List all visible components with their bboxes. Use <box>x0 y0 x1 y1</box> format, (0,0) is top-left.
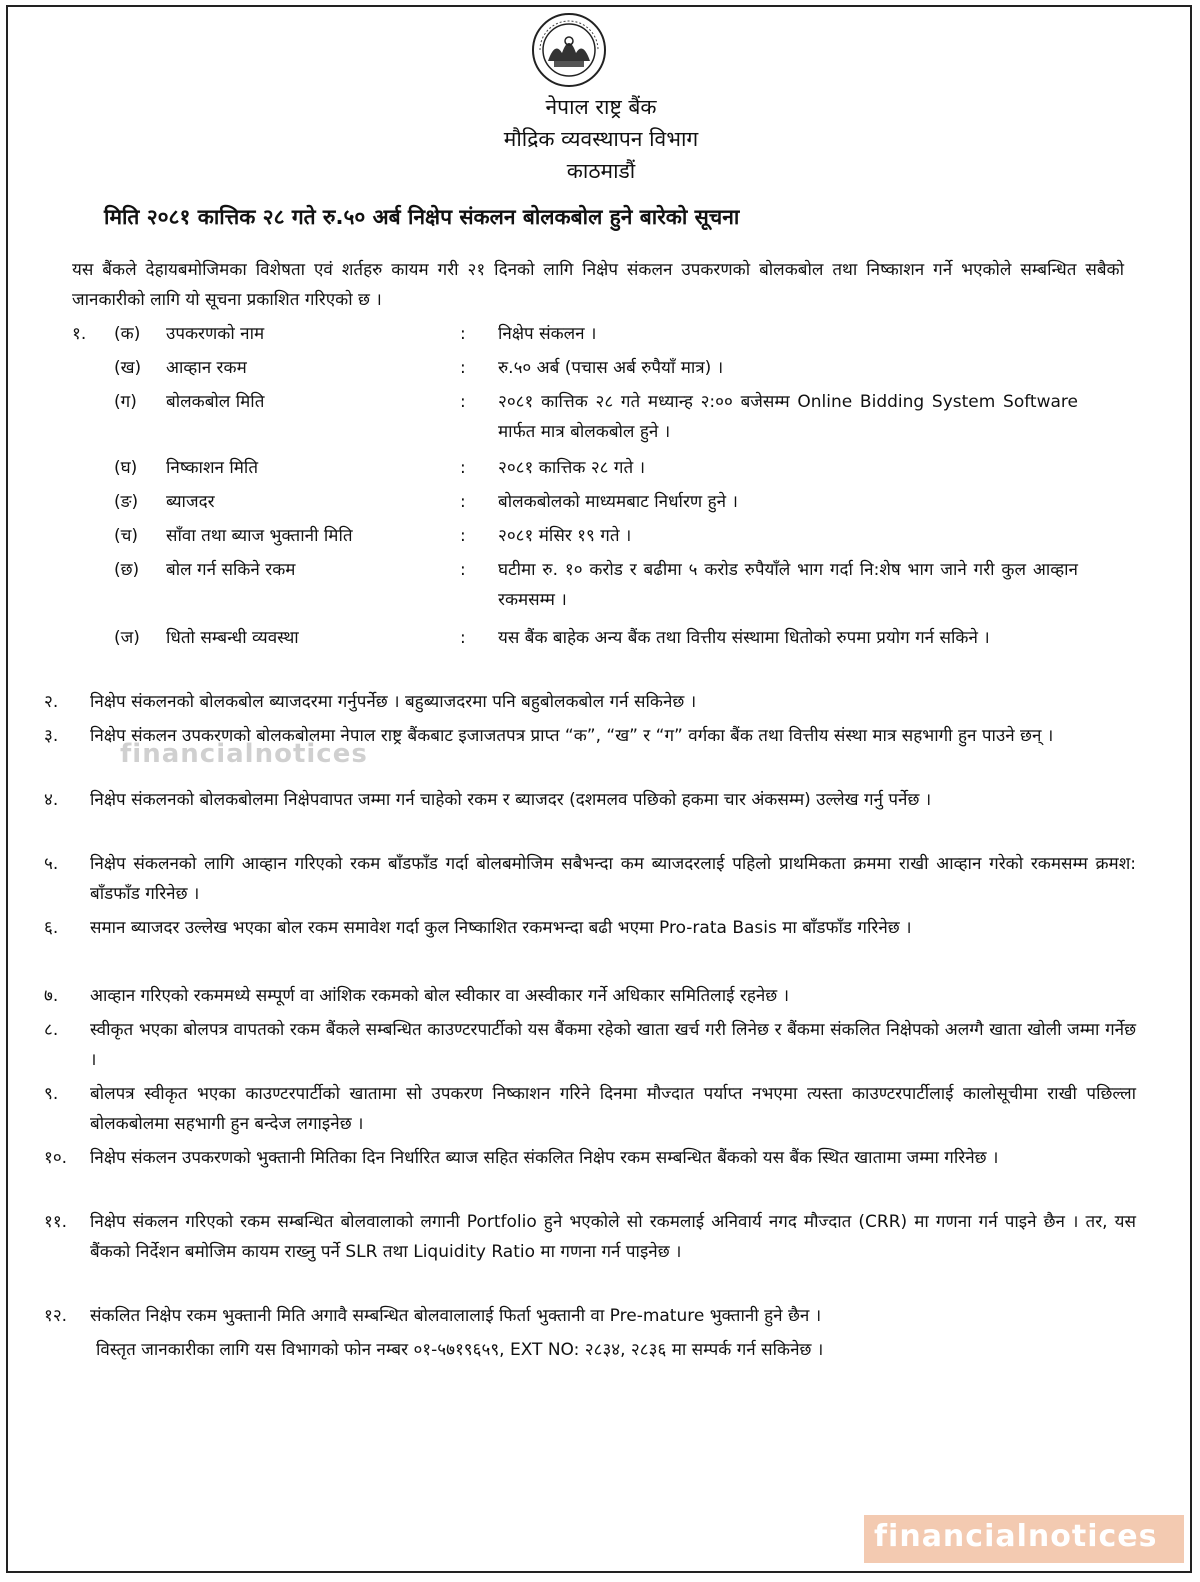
item-colon: : <box>460 392 466 412</box>
point-text: संकलित निक्षेप रकम भुक्तानी मिति अगावै सम्बन्धित बोलवालालाई फिर्ता भुक्तानी वा Pre-mature भुक्तानी हुने छैन । <box>90 1306 822 1326</box>
item-colon: : <box>460 560 466 580</box>
item-value: यस बैंक बाहेक अन्य बैंक तथा वित्तीय संस्थामा धितोको रुपमा प्रयोग गर्न सकिने । <box>498 628 990 648</box>
point-text: स्वीकृत भएका बोलपत्र वापतको रकम बैंकले सम्बन्धित काउण्टरपार्टीको यस बैंकमा रहेको खाता खर्च गरी लिनेछ र बैंकमा संकलित निक्षेपको अलग्गै खाता खोली जम्मा गर्नेछ । <box>90 1020 1136 1070</box>
inline-watermark: financialnotices <box>120 739 368 769</box>
item-value: निक्षेप संकलन । <box>498 324 597 344</box>
point-number: ४. <box>44 790 59 810</box>
intro-paragraph: यस बैंकले देहायबमोजिमका विशेषता एवं शर्तहरु कायम गरी २१ दिनको लागि निक्षेप संकलन उपकरणको बोलकबोल तथा निष्काशन गर्ने भएकोले सम्बन्धित सबैको जानकारीको लागि यो सूचना प्रकाशित गरिएको छ । <box>72 260 1124 310</box>
point-text: निक्षेप संकलनको लागि आव्हान गरिएको रकम बाँडफाँड गर्दा बोलबमोजिम सबैभन्दा कम ब्याजदरलाई पहिलो प्राथमिकता क्रममा राखी आव्हान गरेको रकमसम्म क्रमश: बाँडफाँड गरिनेछ । <box>90 854 1136 904</box>
point-text: आव्हान गरिएको रकममध्ये सम्पूर्ण वा आंशिक रकमको बोल स्वीकार वा अस्वीकार गर्ने अधिकार समितिलाई रहनेछ । <box>90 986 790 1006</box>
item-field: धितो सम्बन्धी व्यवस्था <box>166 628 299 648</box>
item-field: निष्काशन मिति <box>166 458 259 478</box>
item-letter: (ख) <box>114 358 142 378</box>
point-text: निक्षेप संकलन गरिएको रकम सम्बन्धित बोलवालाको लगानी Portfolio हुने भएकोले सो रकमलाई अनिवार्य नगद मौज्दात (CRR) मा गणना गर्न पाइने छैन । तर, यस बैंकको निर्देशन बमोजिम कायम राख्नु पर्ने SLR तथा Liquidity Ratio मा गणना गर्न पाइनेछ । <box>90 1212 1136 1262</box>
item-value: बोलकबोलको माध्यमबाट निर्धारण हुने । <box>498 492 738 512</box>
item-value: रु.५० अर्ब (पचास अर्ब रुपैयाँ मात्र) । <box>498 358 724 378</box>
item-letter: (च) <box>114 526 139 546</box>
point-number: ८. <box>44 1020 59 1040</box>
notice-title: मिति २०८१ कात्तिक २८ गते रु.५० अर्ब निक्षेप संकलन बोलकबोल हुने बारेको सूचना <box>104 205 740 229</box>
item-colon: : <box>460 526 466 546</box>
point-text: निक्षेप संकलनको बोलकबोल ब्याजदरमा गर्नुपर्नेछ । बहुब्याजदरमा पनि बहुबोलकबोल गर्न सकिनेछ । <box>90 692 697 712</box>
point-number: ११. <box>44 1212 68 1232</box>
point-text: समान ब्याजदर उल्लेख भएका बोल रकम समावेश गर्दा कुल निष्काशित रकमभन्दा बढी भएमा Pro-rata Basis मा बाँडफाँड गरिनेछ । <box>90 918 912 938</box>
footer-watermark: financialnotices <box>874 1519 1158 1554</box>
point-text: बोलपत्र स्वीकृत भएका काउण्टरपार्टीको खातामा सो उपकरण निष्काशन गरिने दिनमा मौज्दात पर्याप्त नभएमा त्यस्ता काउण्टरपार्टीलाई कालोसूचीमा राखी पछिल्ला बोलकबोलमा सहभागी हुन बन्देज लगाइनेछ । <box>90 1084 1136 1134</box>
point-text: निक्षेप संकलन उपकरणको भुक्तानी मितिका दिन निर्धारित ब्याज सहित संकलित निक्षेप रकम सम्बन्धित बैंकको यस बैंक स्थित खातामा जम्मा गरिनेछ । <box>90 1148 999 1168</box>
point-number: ५. <box>44 854 59 874</box>
point-text: निक्षेप संकलन उपकरणको बोलकबोलमा नेपाल राष्ट्र बैंकबाट इजाजतपत्र प्राप्त “क”, “ख” र “ग” वर्गका बैंक तथा वित्तीय संस्था मात्र सहभागी हुन पाउने छन् । <box>90 726 1054 746</box>
item-field: बोल गर्न सकिने रकम <box>166 560 296 580</box>
item-value: २०८१ कात्तिक २८ गते । <box>498 458 646 478</box>
section-number: १. <box>72 324 87 344</box>
point-number: ६. <box>44 918 59 938</box>
point-text: निक्षेप संकलनको बोलकबोलमा निक्षेपवापत जम्मा गर्न चाहेको रकम र ब्याजदर (दशमलव पछिको हकमा चार अंकसम्म) उल्लेख गर्नु पर्नेछ । <box>90 790 932 810</box>
item-letter: (ज) <box>114 628 140 648</box>
department-name: मौद्रिक व्यवस्थापन विभाग <box>503 127 699 151</box>
item-value: २०८१ मंसिर १९ गते । <box>498 526 632 546</box>
item-colon: : <box>460 458 466 478</box>
city-name: काठमाडौं <box>566 159 636 183</box>
item-colon: : <box>460 324 466 344</box>
item-letter: (ग) <box>114 392 137 412</box>
item-field: साँवा तथा ब्याज भुक्तानी मिति <box>166 526 353 546</box>
item-field: आव्हान रकम <box>166 358 247 378</box>
item-value: २०८१ कात्तिक २८ गते मध्यान्ह २:०० बजेसम्म Online Bidding System Software मार्फत मात्र बोलकबोल हुने । <box>498 392 1078 442</box>
item-colon: : <box>460 628 466 648</box>
item-letter: (ङ) <box>114 492 139 512</box>
item-letter: (क) <box>114 324 141 344</box>
item-colon: : <box>460 358 466 378</box>
org-name: नेपाल राष्ट्र बैंक <box>545 95 657 119</box>
notice-page <box>6 5 1192 1573</box>
item-letter: (छ) <box>114 560 140 580</box>
point-number: ९. <box>44 1084 59 1104</box>
item-letter: (घ) <box>114 458 138 478</box>
item-field: उपकरणको नाम <box>166 324 265 344</box>
point-number: ३. <box>44 726 59 746</box>
item-field: बोलकबोल मिति <box>166 392 265 412</box>
item-colon: : <box>460 492 466 512</box>
point-number: ७. <box>44 986 59 1006</box>
contact-line: विस्तृत जानकारीका लागि यस विभागको फोन नम्बर ०१-५७१९६५९, EXT NO: २८३४, २८३६ मा सम्पर्क गर्न सकिनेछ । <box>96 1340 824 1360</box>
nepal-rastra-bank-seal-icon <box>530 11 608 89</box>
point-number: १२. <box>44 1306 68 1326</box>
point-number: २. <box>44 692 59 712</box>
item-field: ब्याजदर <box>166 492 215 512</box>
item-value: घटीमा रु. १० करोड र बढीमा ५ करोड रुपैयाँले भाग गर्दा नि:शेष भाग जाने गरी कुल आव्हान रकमसम्म । <box>498 560 1078 610</box>
point-number: १०. <box>44 1148 68 1168</box>
